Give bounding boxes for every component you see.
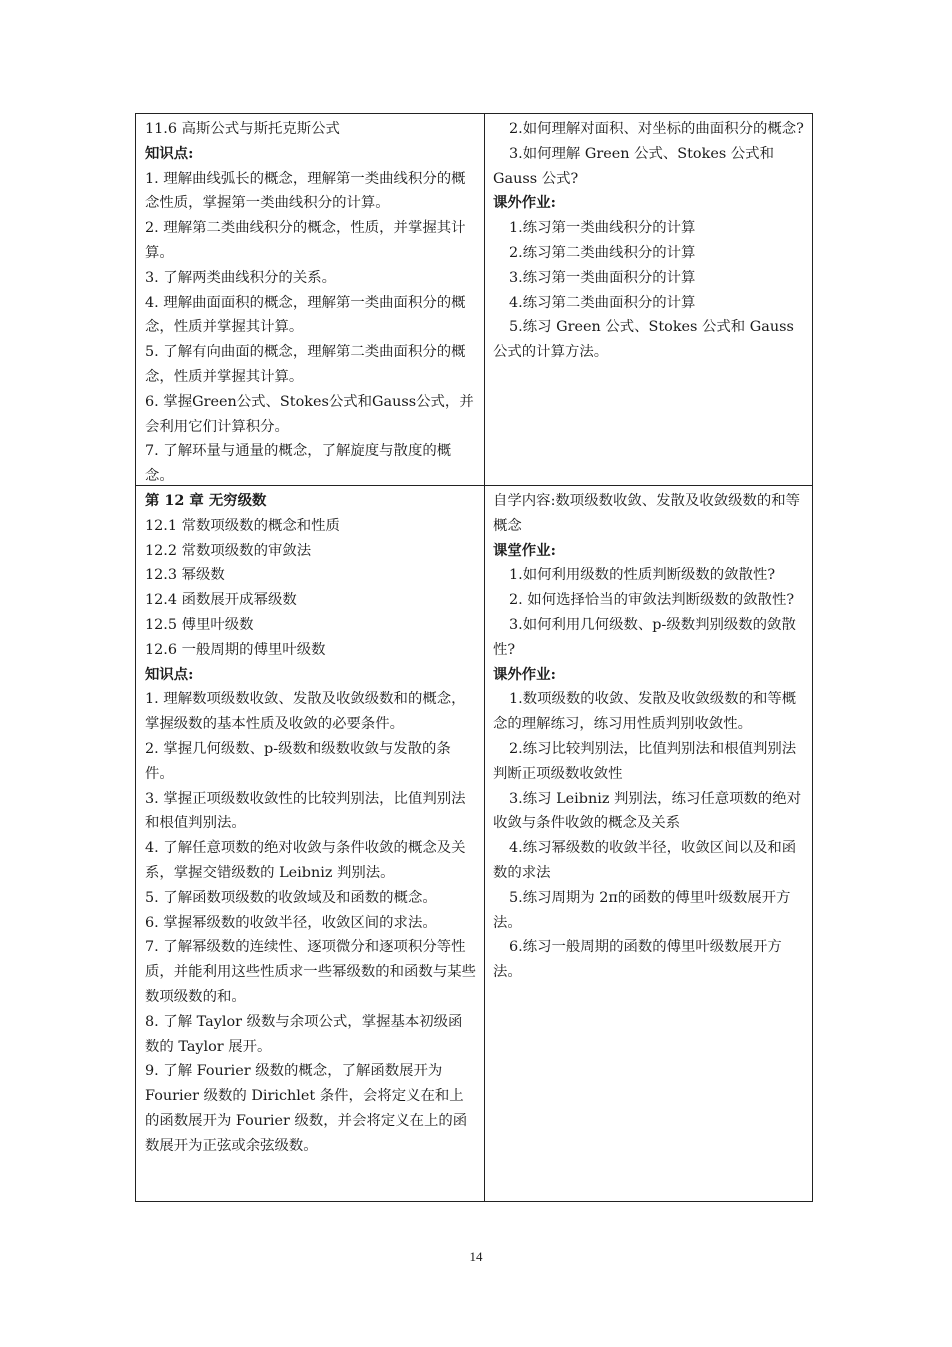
section-heading: 课堂作业: bbox=[493, 541, 556, 559]
text-line: 2.练习比较判别法，比值判别法和根值判别法判断正项级数收敛性 bbox=[493, 740, 797, 782]
text-line: 1.练习第一类曲线积分的计算 bbox=[509, 220, 696, 237]
text-line: 12.6 一般周期的傅里叶级数 bbox=[145, 641, 326, 658]
text-line: 4.练习幂级数的收敛半径，收敛区间以及和函数的求法 bbox=[493, 840, 797, 881]
text-line: 自学内容:数项级数收敛、发散及收敛级数的和等概念 bbox=[493, 493, 801, 534]
section-heading: 第 12 章 无穷级数 bbox=[145, 492, 267, 509]
text-line: 3.如何利用几何级数、p-级数判别级数的敛散性? bbox=[493, 616, 796, 658]
text-line: 2.练习第二类曲线积分的计算 bbox=[509, 244, 696, 261]
text-line: 5. 了解函数项级数的收敛域及和函数的概念。 bbox=[145, 889, 437, 906]
text-line: 9. 了解 Fourier 级数的概念，了解函数展开为 Fourier 级数的 Dirichlet 条件，会将定义在和上的函数展开为 Fourier 级数，并会将定义在上的函数展开为正弦或余弦级数。 bbox=[145, 1063, 468, 1154]
row2-right-cell bbox=[485, 486, 812, 1201]
text-line: 5.练习 Green 公式、Stokes 公式和 Gauss 公式的计算方法。 bbox=[493, 319, 794, 361]
page-number: 14 bbox=[469, 1249, 483, 1264]
text-line: 3. 了解两类曲线积分的关系。 bbox=[145, 269, 336, 286]
section-heading: 知识点: bbox=[145, 665, 194, 683]
text-line: 4.练习第二类曲面积分的计算 bbox=[509, 294, 696, 311]
text-line: 12.5 傅里叶级数 bbox=[145, 616, 254, 633]
table-row bbox=[136, 114, 812, 486]
text-line: 7. 了解幂级数的连续性、逐项微分和逐项积分等性质，并能利用这些性质求一些幂级数的和函数与某些数项级数的和。 bbox=[145, 939, 476, 1005]
text-line: 2. 掌握几何级数、p-级数和级数收敛与发散的条件。 bbox=[145, 740, 451, 782]
text-line: 11.6 高斯公式与斯托克斯公式 bbox=[145, 121, 340, 137]
text-line: 12.3 幂级数 bbox=[145, 567, 225, 584]
text-line: 3. 掌握正项级数收敛性的比较判别法，比值判别法和根值判别法。 bbox=[145, 790, 466, 832]
text-line: 5.练习周期为 2π的函数的傅里叶级数展开方法。 bbox=[493, 889, 791, 931]
row1-left-cell bbox=[136, 114, 485, 485]
text-line: 6. 掌握幂级数的收敛半径，收敛区间的求法。 bbox=[145, 914, 437, 931]
text-line: 12.4 函数展开成幂级数 bbox=[145, 592, 297, 609]
text-line: 7. 了解环量与通量的概念，了解旋度与散度的概念。 bbox=[145, 443, 452, 485]
text-line: 12.1 常数项级数的概念和性质 bbox=[145, 517, 340, 534]
text-line: 5. 了解有向曲面的概念，理解第二类曲面积分的概念，性质并掌握其计算。 bbox=[145, 344, 466, 385]
text-line: 2. 理解第二类曲线积分的概念，性质，并掌握其计算。 bbox=[145, 220, 466, 261]
text-line: 1. 理解数项级数收敛、发散及收敛级数和的概念，掌握级数的基本性质及收敛的必要条件。 bbox=[145, 691, 466, 733]
section-heading: 课外作业: bbox=[493, 194, 556, 212]
table-row bbox=[136, 486, 812, 1201]
text-line: 1.如何利用级数的性质判断级数的敛散性? bbox=[509, 567, 776, 584]
text-line: 4. 理解曲面面积的概念，理解第一类曲面积分的概念，性质并掌握其计算。 bbox=[145, 294, 466, 336]
text-line: 2.如何理解对面积、对坐标的曲面积分的概念? bbox=[509, 121, 804, 137]
section-heading: 知识点: bbox=[145, 144, 194, 162]
text-line: 1.数项级数的收敛、发散及收敛级数的和等概念的理解练习，练习用性质判别收敛性。 bbox=[493, 691, 797, 733]
text-line: 12.2 常数项级数的审敛法 bbox=[145, 542, 312, 559]
text-line: 6.练习一般周期的函数的傅里叶级数展开方法。 bbox=[493, 939, 782, 981]
text-line: 8. 了解 Taylor 级数与余项公式，掌握基本初级函数的 Taylor 展开。 bbox=[145, 1013, 463, 1055]
row2-left-cell bbox=[136, 486, 485, 1201]
text-line: 2. 如何选择恰当的审敛法判断级数的敛散性? bbox=[509, 592, 795, 609]
text-line: 3.如何理解 Green 公式、Stokes 公式和 Gauss 公式? bbox=[493, 145, 774, 187]
syllabus-table bbox=[135, 113, 813, 1202]
text-line: 6. 掌握Green公式、Stokes公式和Gauss公式，并会利用它们计算积分。 bbox=[145, 393, 474, 435]
text-line: 1. 理解曲线弧长的概念，理解第一类曲线积分的概念性质，掌握第一类曲线积分的计算。 bbox=[145, 170, 466, 212]
row1-right-cell bbox=[485, 114, 812, 485]
section-heading: 课外作业: bbox=[493, 665, 556, 683]
text-line: 4. 了解任意项数的绝对收敛与条件收敛的概念及关系，掌握交错级数的 Leibniz 判别法。 bbox=[145, 840, 466, 881]
text-line: 3.练习 Leibniz 判别法，练习任意项数的绝对收敛与条件收敛的概念及关系 bbox=[493, 790, 802, 832]
text-line: 3.练习第一类曲面积分的计算 bbox=[509, 269, 696, 286]
